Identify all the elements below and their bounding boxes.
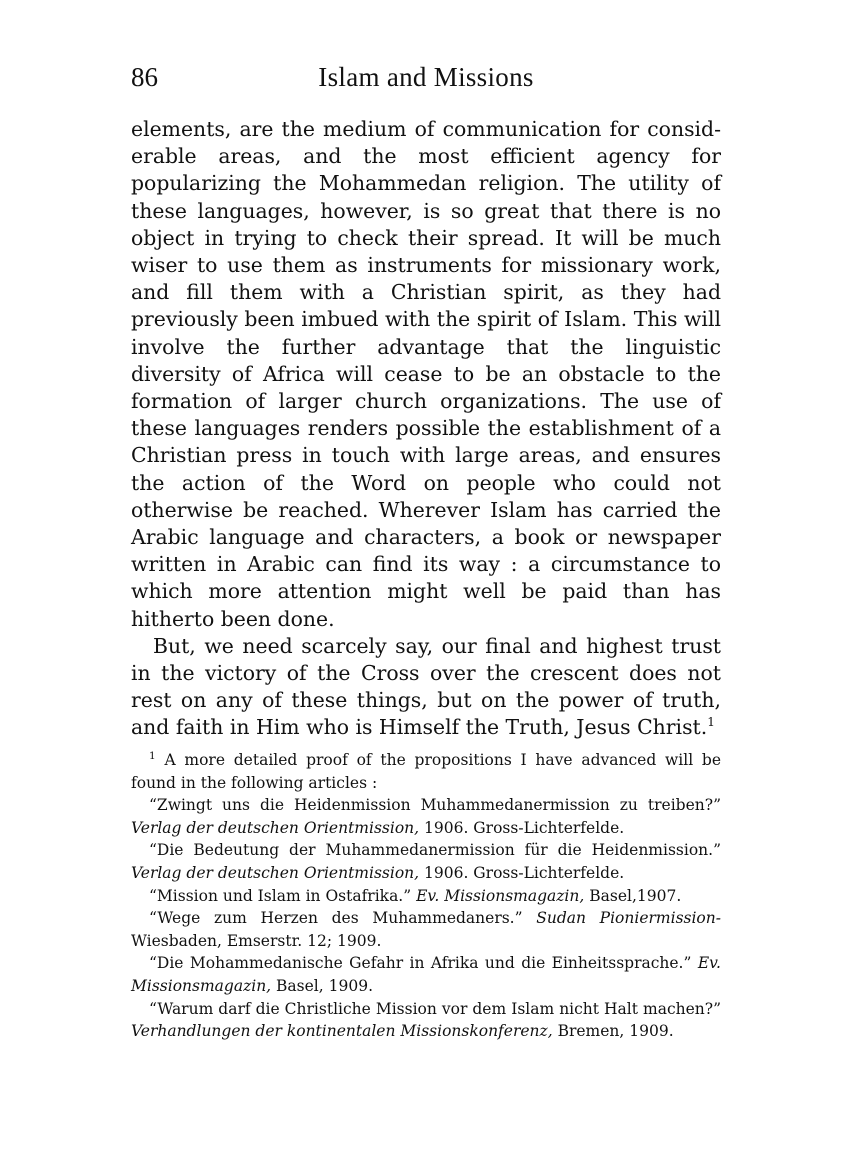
running-title: Islam and Missions (318, 62, 534, 92)
page-header (131, 62, 721, 98)
publication-details: 1906. Gross-Lichterfelde. (424, 863, 625, 882)
article-title: “Zwingt uns die Heidenmission Muhammedanermission zu treiben?” (149, 796, 721, 815)
article-title: “Die Bedeutung der Muhammedanermission für die Heidenmission.” (149, 841, 721, 860)
article-title: “Wege zum Herzen des Muhammedaners.” (149, 909, 523, 928)
footnote-number: 1 (149, 749, 156, 762)
footnote-item (131, 952, 721, 997)
publisher: Ev. Missionsmagazin, (131, 954, 721, 995)
publication-details: Basel,1907. (589, 886, 682, 905)
publisher: Ev. Missionsmagazin, (416, 886, 585, 905)
footnotes (131, 749, 721, 1043)
publisher: Verlag der deutschen Orientmission, (131, 863, 420, 882)
paragraph-text: elements, are the medium of communication for considerable areas, and the most efficient agency for popularizing the Mohammedan religion. The utility of these languages, however, is so great that there is no object in trying to check their spread. It will be much wiser to use them as instruments for missionary work, and fill them with a Christian spirit, as they had previously been imbued with the spirit of Islam. This will involve the further advantage that the linguistic diversity of Africa will cease to be an obstacle to the formation of larger church organizations. The use of these languages renders possible the establishment of a Christian press in touch with large areas, and ensures the action of the Word on people who could not otherwise be reached. Wherever Islam has carried the Arabic language and characters, a book or newspaper written in Arabic can find its way : a circumstance to which more attention might well be paid than has hitherto been done. (131, 117, 721, 631)
publication-details: Bremen, 1909. (557, 1022, 674, 1041)
publisher: Sudan Pioniermission- (536, 909, 721, 928)
footnote-item (131, 907, 721, 952)
footnote-item (131, 885, 721, 908)
article-title: “Mission und Islam in Ostafrika.” (149, 886, 412, 905)
footnote-item (131, 794, 721, 839)
footnote-intro-text: A more detailed proof of the propositions I have advanced will be found in the following articles : (131, 751, 721, 792)
paragraph (131, 633, 721, 742)
footnote-item (131, 839, 721, 884)
article-title: “Warum darf die Christliche Mission vor dem Islam nicht Halt machen?” (149, 999, 721, 1018)
footnote-reference: 1 (707, 715, 715, 730)
publication-details: Basel, 1909. (276, 976, 373, 995)
publisher: Verhandlungen der kontinentalen Missionskonferenz, (131, 1022, 553, 1041)
footnote-item (131, 998, 721, 1043)
page-number: 86 (131, 62, 158, 92)
paragraph (131, 116, 721, 633)
main-text (131, 116, 721, 742)
publication-details: Wiesbaden, Emserstr. 12; 1909. (131, 931, 382, 950)
publication-details: 1906. Gross-Lichterfelde. (424, 818, 625, 837)
publisher: Verlag der deutschen Orientmission, (131, 818, 420, 837)
article-title: “Die Mohammedanische Gefahr in Afrika und die Einheitssprache.” (149, 954, 692, 973)
footnote-intro (131, 749, 721, 794)
paragraph-text: But, we need scarcely say, our final and highest trust in the victory of the Cross over the crescent does not rest on any of these things, but on the power of truth, and faith in Him who is Himself the Truth, Jesus Christ. (131, 633, 721, 740)
